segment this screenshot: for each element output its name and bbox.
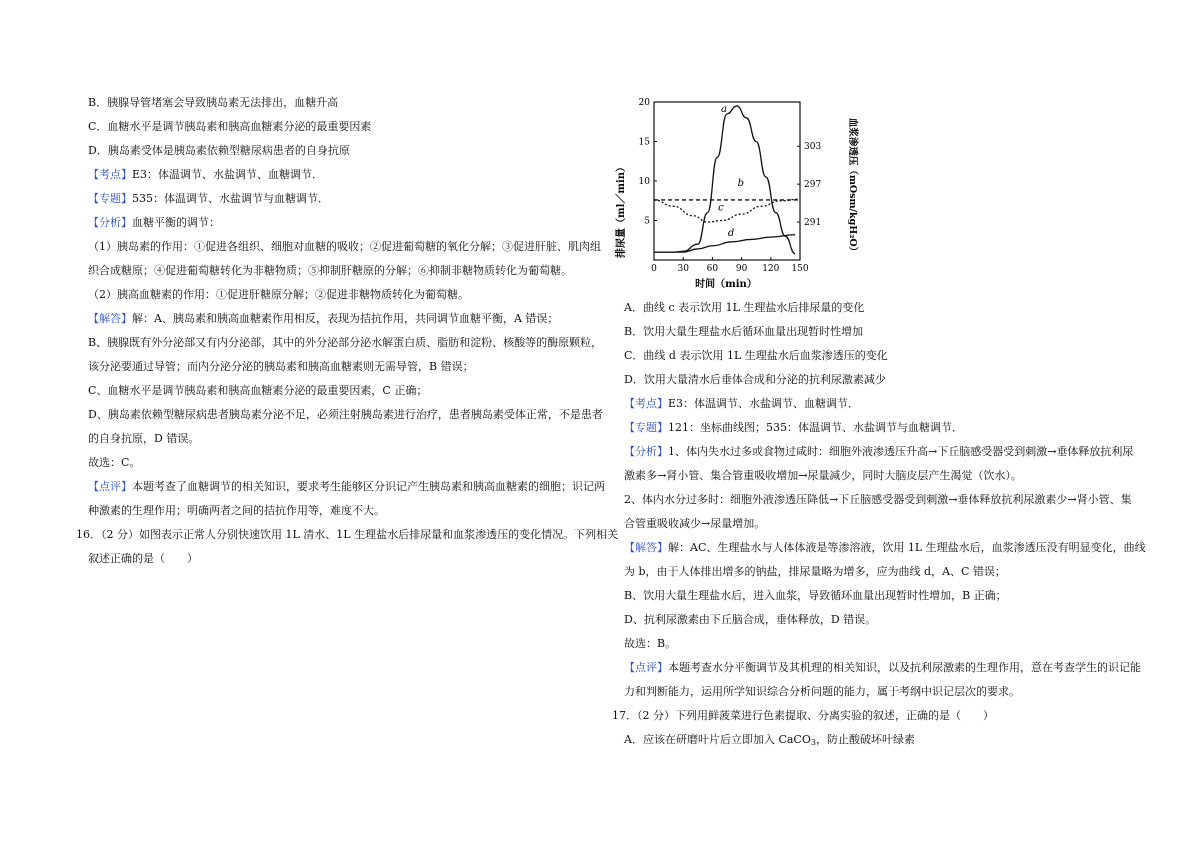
jieda-line-5: 的自身抗原，D 错误。 [88, 432, 200, 445]
fenxi-line-3: 合管重吸收减少→尿量增加。 [624, 517, 766, 530]
jieda-text: 解：A、胰岛素和胰高血糖素作用相反，表现为拮抗作用，共同调节血糖平衡，A 错误； [132, 312, 559, 325]
q16-option-d: D．饮用大量清水后垂体合成和分泌的抗利尿激素减少 [624, 373, 886, 386]
x-tick-label: 120 [762, 264, 780, 274]
question-16-stem: 16．（2 分）如图表示正常人分别快速饮用 1L 清水、1L 生理盐水后排尿量和血浆渗透压的变化情况。下列相关 [76, 528, 619, 541]
x-tick-label: 150 [791, 264, 809, 274]
urine-osmolarity-chart [614, 92, 860, 292]
q17-option-a-text-end: ，防止酸破坏叶绿素 [815, 733, 915, 746]
dianping-text: 本题考查了血糖调节的相关知识，要求考生能够区分识记产生胰岛素和胰高血糖素的细胞；识记两 [132, 480, 605, 493]
fenxi-line-1: （1）胰岛素的作用：①促进各组织、细胞对血糖的吸收；②促进葡萄糖的氧化分解；③促进肝脏、肌肉组 [88, 240, 601, 253]
jieda-line-4: D、胰岛素依赖型糖尿病患者胰岛素分泌不足，必须注射胰岛素进行治疗，患者胰岛素受体正常，不是患者 [88, 408, 603, 421]
series-line-a [654, 103, 795, 254]
fenxi-line [624, 444, 1133, 460]
jieda-line-1: 为 b，由于人体排出增多的钠盐，排尿量略为增多，应为曲线 d，A、C 错误； [624, 565, 1006, 578]
zhuanti-tag: 【专题】 [624, 421, 668, 434]
q17-option-a-text: A．应该在研磨叶片后立即加入 CaCO [624, 733, 811, 746]
q16-option-a: A．曲线 c 表示饮用 1L 生理盐水后排尿量的变化 [624, 301, 865, 314]
dianping-line [88, 479, 605, 495]
y-left-tick-label: 15 [638, 137, 650, 148]
x-tick-label: 90 [735, 264, 748, 274]
y-right-tick-label: 291 [804, 218, 822, 229]
q17-option-a [624, 732, 915, 751]
zhuanti-text: 535：体温调节、水盐调节与血糖调节． [132, 192, 329, 205]
jieda-line-3: C、血糖水平是调节胰岛素和胰高血糖素分泌的最重要因素，C 正确； [88, 384, 428, 397]
series-line-c [654, 199, 800, 222]
x-tick-label: 0 [651, 264, 657, 274]
chart-series [654, 104, 800, 254]
fenxi-line-1: 激素多→肾小管、集合管重吸收增加→尿量减少，同时大脑皮层产生渴觉（饮水）。 [624, 469, 1022, 482]
series-label-a: a [721, 103, 727, 115]
jieda-line [624, 540, 1146, 556]
y-axis-label-left: 排尿量（ml／min） [616, 161, 627, 259]
q16-option-b: B．饮用大量生理盐水后循环血量出现暂时性增加 [624, 325, 864, 338]
zhuanti-tag: 【专题】 [88, 192, 132, 205]
kaodian-text: E3：体温调节、水盐调节、血糖调节． [668, 397, 860, 410]
y-right-tick-label: 303 [804, 142, 822, 153]
kaodian-text: E3：体温调节、水盐调节、血糖调节． [132, 168, 324, 181]
chart-ticks [639, 98, 822, 274]
fenxi-text: 血糖平衡的调节： [132, 216, 220, 229]
question-16-stem-2: 叙述正确的是（ ） [88, 552, 198, 565]
jieda-tag: 【解答】 [88, 312, 132, 325]
y-left-tick-label: 5 [644, 216, 650, 227]
option-b: B．胰腺导管堵塞会导致胰岛素无法排出，血糖升高 [88, 96, 339, 109]
answer-line: 故选：B。 [624, 637, 677, 650]
y-left-tick-label: 20 [638, 98, 650, 108]
jieda-line [88, 311, 558, 327]
kaodian-tag: 【考点】 [88, 168, 132, 181]
dianping-line-2: 力和判断能力，运用所学知识综合分析问题的能力，属于考纲中识记层次的要求。 [624, 685, 1020, 698]
series-line-d [654, 235, 795, 252]
kaodian-tag: 【考点】 [624, 397, 668, 410]
jieda-line-2: B、饮用大量生理盐水后，进入血浆，导致循环血量出现暂时性增加，B 正确； [624, 589, 1007, 602]
jieda-line-3: D、抗利尿激素由下丘脑合成，垂体释放，D 错误。 [624, 613, 877, 626]
jieda-line-1: B、胰腺既有外分泌部又有内分泌部，其中的外分泌部分泌水解蛋白质、脂肪和淀粉、核酸等的酶原颗粒， [88, 336, 603, 349]
fenxi-line-2: 织合成糖原；④促进葡萄糖转化为非糖物质；⑤抑制肝糖原的分解；⑥抑制非糖物质转化为葡萄糖。 [88, 264, 572, 277]
zhuanti-line [88, 191, 329, 207]
series-label-b: b [737, 177, 745, 189]
fenxi-line [88, 215, 220, 231]
fenxi-line-3: （2）胰高血糖素的作用：①促进肝糖原分解；②促进非糖物质转化为葡萄糖。 [88, 288, 469, 301]
q16-option-c: C．曲线 d 表示饮用 1L 生理盐水后血浆渗透压的变化 [624, 349, 888, 362]
kaodian-line [88, 167, 323, 183]
dianping-line [624, 660, 1141, 676]
zhuanti-line [624, 420, 963, 436]
x-axis-label: 时间（min） [695, 279, 757, 290]
q17-option-a-subscript: 3 [810, 738, 816, 747]
series-label-c: c [718, 202, 724, 214]
jieda-tag: 【解答】 [624, 541, 668, 554]
question-17-stem: 17．（2 分）下列用鲜菠菜进行色素提取、分离实验的叙述，正确的是（ ） [612, 709, 994, 722]
jieda-text: 解：AC、生理盐水与人体体液是等渗溶液，饮用 1L 生理盐水后，血浆渗透压没有明显变化，曲线 [668, 541, 1146, 554]
option-c: C．血糖水平是调节胰岛素和胰高血糖素分泌的最重要因素 [88, 120, 372, 133]
series-label-d: d [727, 227, 735, 239]
dianping-line-2: 种激素的生理作用；明确两者之间的拮抗作用等，难度不大。 [88, 504, 385, 517]
x-tick-label: 60 [706, 264, 719, 274]
zhuanti-text: 121：坐标曲线图；535：体温调节、水盐调节与血糖调节． [668, 421, 963, 434]
dianping-text: 本题考查水分平衡调节及其机理的相关知识，以及抗利尿激素的生理作用，意在考查学生的识记能 [668, 661, 1141, 674]
fenxi-tag: 【分析】 [88, 216, 132, 229]
y-right-tick-label: 297 [804, 180, 822, 191]
fenxi-text: 1、体内失水过多或食物过咸时：细胞外液渗透压升高→下丘脑感受器受到刺激→垂体释放抗利尿 [668, 445, 1134, 458]
answer-line: 故选：C。 [88, 456, 141, 469]
y-axis-label-right: 血浆渗透压（mOsm/kgH₂O） [847, 117, 858, 257]
dianping-tag: 【点评】 [88, 480, 132, 493]
y-left-tick-label: 10 [638, 177, 650, 187]
fenxi-line-2: 2、体内水分过多时：细胞外液渗透压降低→下丘脑感受器受到刺激→垂体释放抗利尿激素少→肾小管、集 [624, 493, 1132, 506]
option-d: D．胰岛素受体是胰岛素依赖型糖尿病患者的自身抗原 [88, 144, 350, 157]
kaodian-line [624, 396, 859, 412]
x-tick-label: 30 [677, 264, 689, 274]
fenxi-tag: 【分析】 [624, 445, 668, 458]
jieda-line-2: 该分泌要通过导管；而内分泌分泌的胰岛素和胰高血糖素则无需导管，B 错误； [88, 360, 474, 373]
dianping-tag: 【点评】 [624, 661, 668, 674]
